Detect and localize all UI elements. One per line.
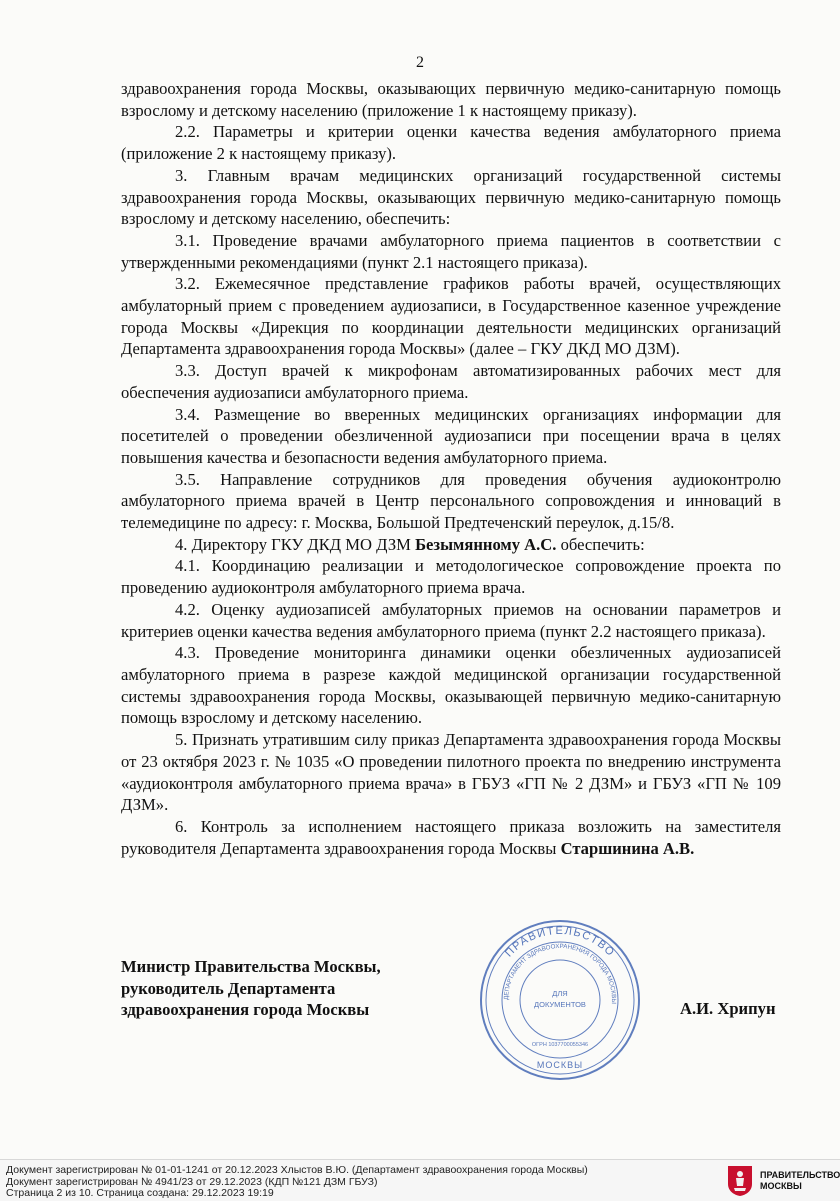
paragraph-4-2: 4.2. Оценку аудиозаписей амбулаторных приемов на основании параметров и критериев оценки качества ведения амбулаторного приема (пункт 2.2 настоящего приказа). — [121, 599, 781, 641]
registration-info — [6, 1165, 588, 1200]
signature-line-3: здравоохранения города Москвы — [121, 1000, 370, 1019]
stamp-outer-text: ПРАВИТЕЛЬСТВО — [502, 924, 618, 960]
paragraph-3-1: 3.1. Проведение врачами амбулаторного приема пациентов в соответствии с утвержденными рекомендациями (пункт 2.1 настоящего приказа). — [121, 230, 781, 272]
registration-line-3: Страница 2 из 10. Страница создана: 29.12.2023 19:19 — [6, 1187, 274, 1199]
paragraph-4-start: 4. Директору ГКУ ДКД МО ДЗМ — [175, 534, 416, 554]
paragraph-4-end: обеспечить: — [556, 534, 645, 554]
document-body — [121, 78, 781, 859]
logo-line-2: МОСКВЫ — [760, 1181, 802, 1191]
logo-line-1: ПРАВИТЕЛЬСТВО — [760, 1170, 840, 1180]
paragraph-2-2: 2.2. Параметры и критерии оценки качества ведения амбулаторного приема (приложение 2 к настоящему приказу). — [121, 122, 781, 164]
paragraph-6 — [121, 816, 781, 859]
moscow-emblem-icon — [726, 1164, 754, 1197]
paragraph-3-4: 3.4. Размещение во вверенных медицинских организациях информации для посетителей о проведении обезличенной аудиозаписи при посещении врача в целях повышения качества и безопасности ведения амбулаторного приема. — [121, 404, 781, 467]
stamp-ogrn: ОГРН 1037700055346 — [531, 1042, 589, 1048]
registration-line-2: Документ зарегистрирован № 4941/23 от 29.12.2023 (КДП №121 ДЗМ ГБУЗ) — [6, 1175, 378, 1188]
stamp-center-line-1: ДЛЯ — [552, 989, 568, 998]
paragraph-3-3: 3.3. Доступ врачей к микрофонам автоматизированных рабочих мест для обеспечения аудиозаписи амбулаторного приема. — [121, 361, 781, 402]
stamp-bottom-text: МОСКВЫ — [536, 1060, 584, 1070]
page-number: 2 — [416, 54, 424, 71]
registration-footer — [0, 1159, 840, 1201]
signature-line-1: Министр Правительства Москвы, — [121, 957, 381, 976]
registration-line-1: Документ зарегистрирован № 01-01-1241 от 20.12.2023 Хлыстов В.Ю. (Департамент здравоохранения города Москвы) — [6, 1164, 588, 1176]
moscow-government-logo — [760, 1170, 840, 1192]
paragraph-3-5: 3.5. Направление сотрудников для проведения обучения аудиоконтролю амбулаторного приема врачей в Центр персонального сопровождения и инноваций в телемедицине по адресу: г. Москва, Большой Предтеченский переулок, д.15/8. — [121, 469, 781, 533]
paragraph-4-3: 4.3. Проведение мониторинга динамики оценки обезличенных аудиозаписей амбулаторного приема в разрезе каждой медицинской организации государственной системы здравоохранения города Москвы, оказывающей первичную медико-санитарную помощь взрослому и детскому населению. — [121, 643, 781, 728]
paragraph-4 — [121, 534, 781, 556]
paragraph-3: 3. Главным врачам медицинских организаций государственной системы здравоохранения города Москвы, оказывающих первичную медико-санитарную помощь взрослому и детскому населению, обеспечить: — [121, 165, 781, 229]
stamp-ring-text: ДЕПАРТАМЕНТ ЗДРАВООХРАНЕНИЯ ГОРОДА МОСКВЫ — [502, 942, 618, 1004]
paragraph-continuation: здравоохранения города Москвы, оказывающих первичную медико-санитарную помощь взрослому и детскому населению (приложение 1 к настоящему приказу). — [121, 79, 781, 120]
official-stamp — [478, 918, 642, 1082]
signer-name: А.И. Хрипун — [680, 999, 776, 1018]
paragraph-3-2: 3.2. Ежемесячное представление графиков работы врачей, осуществляющих амбулаторный прием с проведением аудиозаписи, в Государственное казенное учреждение города Москвы «Дирекция по координации деятельности медицинских организаций Департамента здравоохранения города Москвы» (далее – ГКУ ДКД МО ДЗМ). — [121, 274, 781, 359]
director-name: Безымянному А.С. — [415, 534, 557, 554]
signature-line-2: руководитель Департамента — [121, 978, 336, 998]
paragraph-6-start: 6. Контроль за исполнением настоящего приказа возложить на заместителя руководителя Департамента здравоохранения города Москвы — [121, 816, 781, 858]
paragraph-4-1: 4.1. Координацию реализации и методологическое сопровождение проекта по проведению аудиоконтроля амбулаторного приема врача. — [121, 556, 781, 598]
deputy-name: Старшинина А.В. — [560, 838, 695, 858]
signature-block — [121, 956, 421, 1021]
stamp-center-line-2: ДОКУМЕНТОВ — [534, 1000, 586, 1009]
paragraph-5: 5. Признать утратившим силу приказ Департамента здравоохранения города Москвы от 23 октября 2023 г. № 1035 «О проведении пилотного проекта по внедрению инструмента «аудиоконтроля амбулаторного приема врача» в ГБУЗ «ГП № 2 ДЗМ» и ГБУЗ «ГП № 109 ДЗМ». — [121, 730, 781, 815]
